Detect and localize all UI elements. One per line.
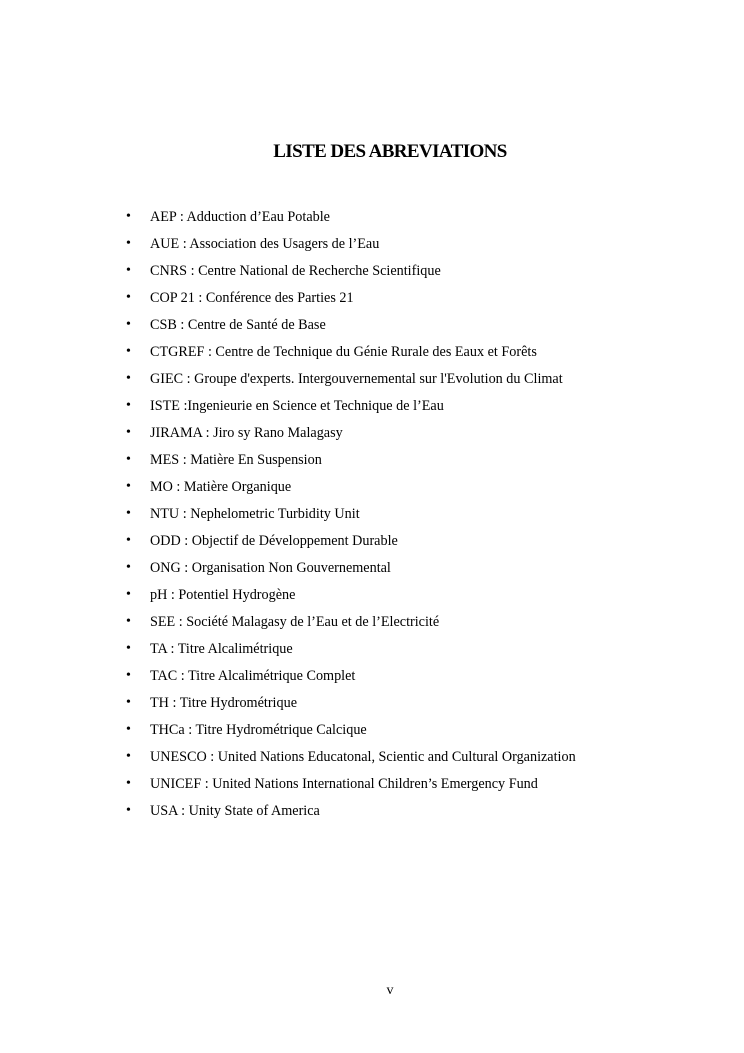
bullet-icon: • xyxy=(126,398,131,413)
abbreviation-text: USA : Unity State of America xyxy=(150,803,320,819)
abbreviation-text: TAC : Titre Alcalimétrique Complet xyxy=(150,668,356,684)
list-item xyxy=(126,774,576,801)
bullet-icon: • xyxy=(126,425,131,440)
abbreviation-text: CSB : Centre de Santé de Base xyxy=(150,317,326,333)
bullet-icon: • xyxy=(126,479,131,494)
bullet-icon: • xyxy=(126,587,131,602)
list-item xyxy=(126,558,576,585)
abbreviation-text: MO : Matière Organique xyxy=(150,479,292,495)
abbreviation-text: MES : Matière En Suspension xyxy=(150,452,322,468)
abbreviation-text: SEE : Société Malagasy de l’Eau et de l’Electricité xyxy=(150,614,440,630)
list-item xyxy=(126,477,576,504)
bullet-icon: • xyxy=(126,290,131,305)
bullet-icon: • xyxy=(126,614,131,629)
bullet-icon: • xyxy=(126,209,131,224)
list-item xyxy=(126,801,576,828)
abbreviation-text: UNESCO : United Nations Educatonal, Scientic and Cultural Organization xyxy=(150,749,576,765)
abbreviation-text: CTGREF : Centre de Technique du Génie Rurale des Eaux et Forêts xyxy=(150,344,537,360)
abbreviation-text: AUE : Association des Usagers de l’Eau xyxy=(150,236,380,252)
list-item xyxy=(126,639,576,666)
abbreviation-text: CNRS : Centre National de Recherche Scientifique xyxy=(150,263,441,279)
abbreviation-text: pH : Potentiel Hydrogène xyxy=(150,587,296,603)
page-number: v xyxy=(386,983,394,998)
bullet-icon: • xyxy=(126,452,131,467)
abbreviation-text: AEP : Adduction d’Eau Potable xyxy=(150,209,330,225)
abbreviation-list xyxy=(126,207,576,828)
abbreviation-text: THCa : Titre Hydrométrique Calcique xyxy=(150,722,367,738)
list-item xyxy=(126,315,576,342)
list-item xyxy=(126,747,576,774)
list-item xyxy=(126,612,576,639)
list-item xyxy=(126,693,576,720)
bullet-icon: • xyxy=(126,641,131,656)
bullet-icon: • xyxy=(126,371,131,386)
list-item xyxy=(126,585,576,612)
list-item xyxy=(126,450,576,477)
bullet-icon: • xyxy=(126,560,131,575)
list-item xyxy=(126,720,576,747)
abbreviation-text: NTU : Nephelometric Turbidity Unit xyxy=(150,506,360,522)
bullet-icon: • xyxy=(126,776,131,791)
list-item xyxy=(126,423,576,450)
list-item xyxy=(126,666,576,693)
bullet-icon: • xyxy=(126,695,131,710)
list-item xyxy=(126,531,576,558)
list-item xyxy=(126,504,576,531)
list-item xyxy=(126,396,576,423)
abbreviation-text: ISTE :Ingenieurie en Science et Technique de l’Eau xyxy=(150,398,444,414)
abbreviation-text: UNICEF : United Nations International Children’s Emergency Fund xyxy=(150,776,538,792)
abbreviation-text: GIEC : Groupe d'experts. Intergouvernemental sur l'Evolution du Climat xyxy=(150,371,563,387)
list-item xyxy=(126,261,576,288)
abbreviation-text: COP 21 : Conférence des Parties 21 xyxy=(150,290,354,306)
bullet-icon: • xyxy=(126,236,131,251)
bullet-icon: • xyxy=(126,749,131,764)
list-item xyxy=(126,234,576,261)
abbreviation-text: JIRAMA : Jiro sy Rano Malagasy xyxy=(150,425,343,441)
bullet-icon: • xyxy=(126,344,131,359)
abbreviation-text: TH : Titre Hydrométrique xyxy=(150,695,297,711)
list-item xyxy=(126,288,576,315)
bullet-icon: • xyxy=(126,533,131,548)
abbreviation-text: ONG : Organisation Non Gouvernemental xyxy=(150,560,391,576)
page-title: LISTE DES ABREVIATIONS xyxy=(273,141,507,162)
bullet-icon: • xyxy=(126,803,131,818)
bullet-icon: • xyxy=(126,506,131,521)
abbreviation-text: TA : Titre Alcalimétrique xyxy=(150,641,293,657)
bullet-icon: • xyxy=(126,668,131,683)
abbreviation-text: ODD : Objectif de Développement Durable xyxy=(150,533,398,549)
list-item xyxy=(126,207,576,234)
list-item xyxy=(126,342,576,369)
list-item xyxy=(126,369,576,396)
bullet-icon: • xyxy=(126,722,131,737)
bullet-icon: • xyxy=(126,263,131,278)
bullet-icon: • xyxy=(126,317,131,332)
